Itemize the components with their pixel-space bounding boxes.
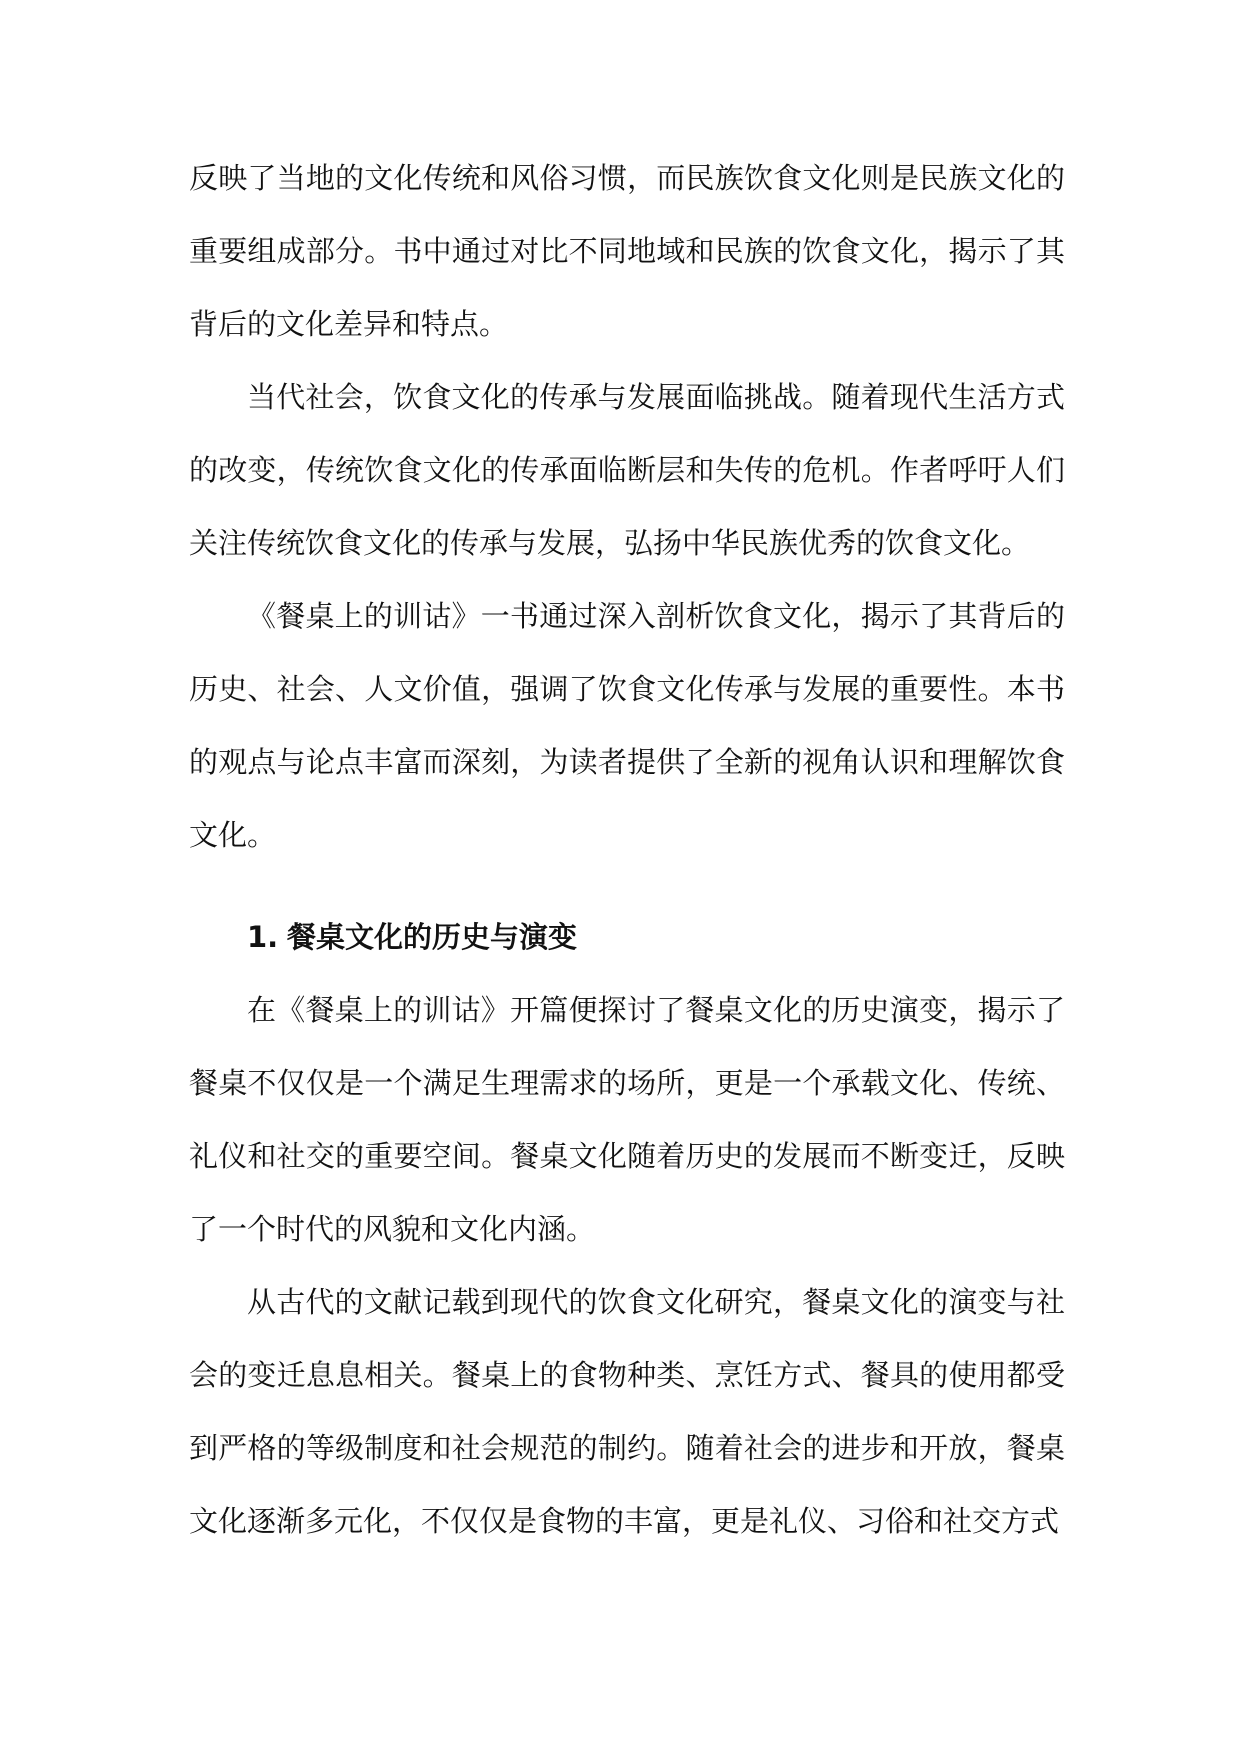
section-heading [189, 872, 1065, 974]
paragraph-history-intro: 在《餐桌上的训诂》开篇便探讨了餐桌文化的历史演变，揭示了餐桌不仅仅是一个满足生理需求的场所，更是一个承载文化、传统、礼仪和社交的重要空间。餐桌文化随着历史的发展而不断变迁，反映了一个时代的风貌和文化内涵。 [189, 993, 1065, 1246]
section-number: 1. [247, 920, 279, 954]
paragraph-continued: 反映了当地的文化传统和风俗习惯，而民族饮食文化则是民族文化的重要组成部分。书中通过对比不同地域和民族的饮食文化，揭示了其背后的文化差异和特点。 [189, 161, 1065, 341]
paragraph-modern-challenges: 当代社会，饮食文化的传承与发展面临挑战。随着现代生活方式的改变，传统饮食文化的传承面临断层和失传的危机。作者呼吁人们关注传统饮食文化的传承与发展，弘扬中华民族优秀的饮食文化。 [189, 380, 1065, 560]
paragraph-book-summary: 《餐桌上的训诂》一书通过深入剖析饮食文化，揭示了其背后的历史、社会、人文价值，强调了饮食文化传承与发展的重要性。本书的观点与论点丰富而深刻，为读者提供了全新的视角认识和理解饮食文化。 [189, 599, 1065, 852]
paragraph-history-evolution: 从古代的文献记载到现代的饮食文化研究，餐桌文化的演变与社会的变迁息息相关。餐桌上的食物种类、烹饪方式、餐具的使用都受到严格的等级制度和社会规范的制约。随着社会的进步和开放，餐桌文化逐渐多元化，不仅仅是食物的丰富，更是礼仪、习俗和社交方式 [189, 1285, 1065, 1538]
document-body [189, 142, 1065, 1558]
section-title: 餐桌文化的历史与演变 [287, 920, 578, 954]
